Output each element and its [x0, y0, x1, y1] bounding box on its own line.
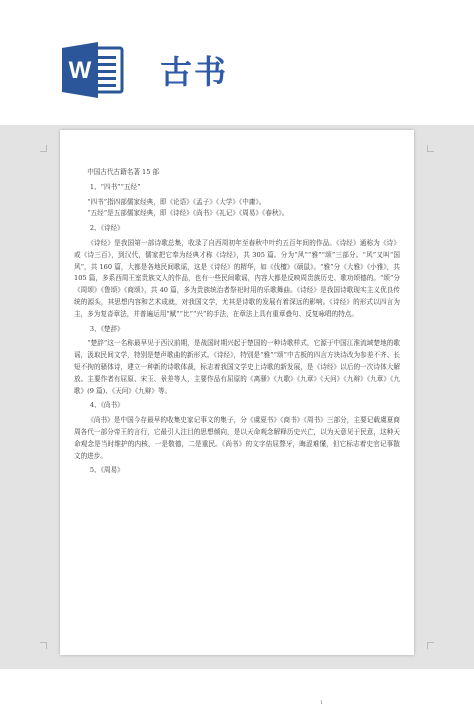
- word-logo-letter: W: [68, 57, 92, 84]
- document-page: [60, 130, 414, 706]
- document-content: [74, 167, 400, 480]
- section-heading: 4、《尚书》: [89, 401, 124, 410]
- paragraph: “楚辞”这一名称最早见于西汉前期，是战国时期兴起于楚国的一种诗歌样式，它源于中国江淮流域楚地的歌谣，汲取民间文学，特别是楚声歌曲的新形式。《诗经》，特别是“雅”“颂”中古板的四言方块诗改为参差不齐、长短不拘的骚体诗，建立一种新的诗歌体裁，标志着我国文学史上诗歌的新发展，是《诗经》以后的一次诗体大解放。主要作者有屈原、宋玉、景差等人，主要作品有屈原的《离骚》《九歌》《九章》《天问》《九辩》《九章》《九歌》(9 篇)、《天问》《九辩》等。: [74, 339, 400, 395]
- document-title: 中国古代古籍名著 15 部: [87, 168, 160, 176]
- header-banner: [0, 0, 474, 125]
- paragraph: “四书”指四部儒家经典，即《论语》《孟子》《大学》《中庸》。: [87, 197, 266, 206]
- paragraph: 《诗经》是我国第一部诗歌总集，收录了自西周初年至春秋中叶约五百年间的作品。《诗经》通称为《诗》或《诗三百》，到汉代，儒家把它奉为经典才称《诗经》，共 305 篇。分为“风”“雅”“颂”三部分。“风”又叫“国风”，共 160 篇，大都是各地民间歌谣，这是《诗经》的精华，如《伐檀》《硕鼠》。“雅”分《大雅》《小雅》，共 105 篇，多系西周王室贵族文人的作品，也有一些民间歌谣，内容大都是反映周贵族历史、歌功颂德的。“颂”分《周颂》《鲁颂》《商颂》，共 40 篇，多为贵族统治者祭祀时用的乐歌舞曲。《诗经》是我国诗歌现实主义优良传统的源头，其思想内容和艺术成就，对我国文学，尤其是诗歌的发展有着深远的影响。《诗经》的形式以四言为主，多为复沓章法，并普遍运用“赋”“比”“兴”的手法，在章法上具有重章叠句、反复咏唱的特点。: [74, 238, 400, 318]
- crop-mark: [40, 642, 47, 649]
- paragraph: “五经”是五部儒家经典，即《诗经》《尚书》《礼记》《周易》《春秋》。: [87, 209, 289, 218]
- header-title: 古书: [160, 53, 229, 91]
- word-icon: [60, 42, 126, 98]
- crop-mark: [40, 145, 47, 152]
- crop-mark: [427, 642, 434, 649]
- section-heading: 1、“四书”“五经”: [89, 182, 141, 191]
- section-heading: 3、《楚辞》: [89, 324, 124, 333]
- section-heading: 2、《诗经》: [89, 224, 124, 233]
- page-number: 1: [320, 700, 324, 706]
- crop-mark: [427, 145, 434, 152]
- section-heading: 5、《周易》: [89, 466, 124, 475]
- paragraph: 《尚书》是中国今存最早的收集史家记事文的集子，分《虞夏书》《商书》《周书》三部分，主要记载虞夏商周各代一部分帝王的言行，它最引人注目的思想倾向，是以天命观念解释历史兴亡，以为天意见于民意，这种天命观念是当时维护的内核，一是敬德，二是重民。《尚书》的文字佶屈聱牙，晦涩难懂，但它标志着史官记事散文的进步。: [74, 416, 400, 460]
